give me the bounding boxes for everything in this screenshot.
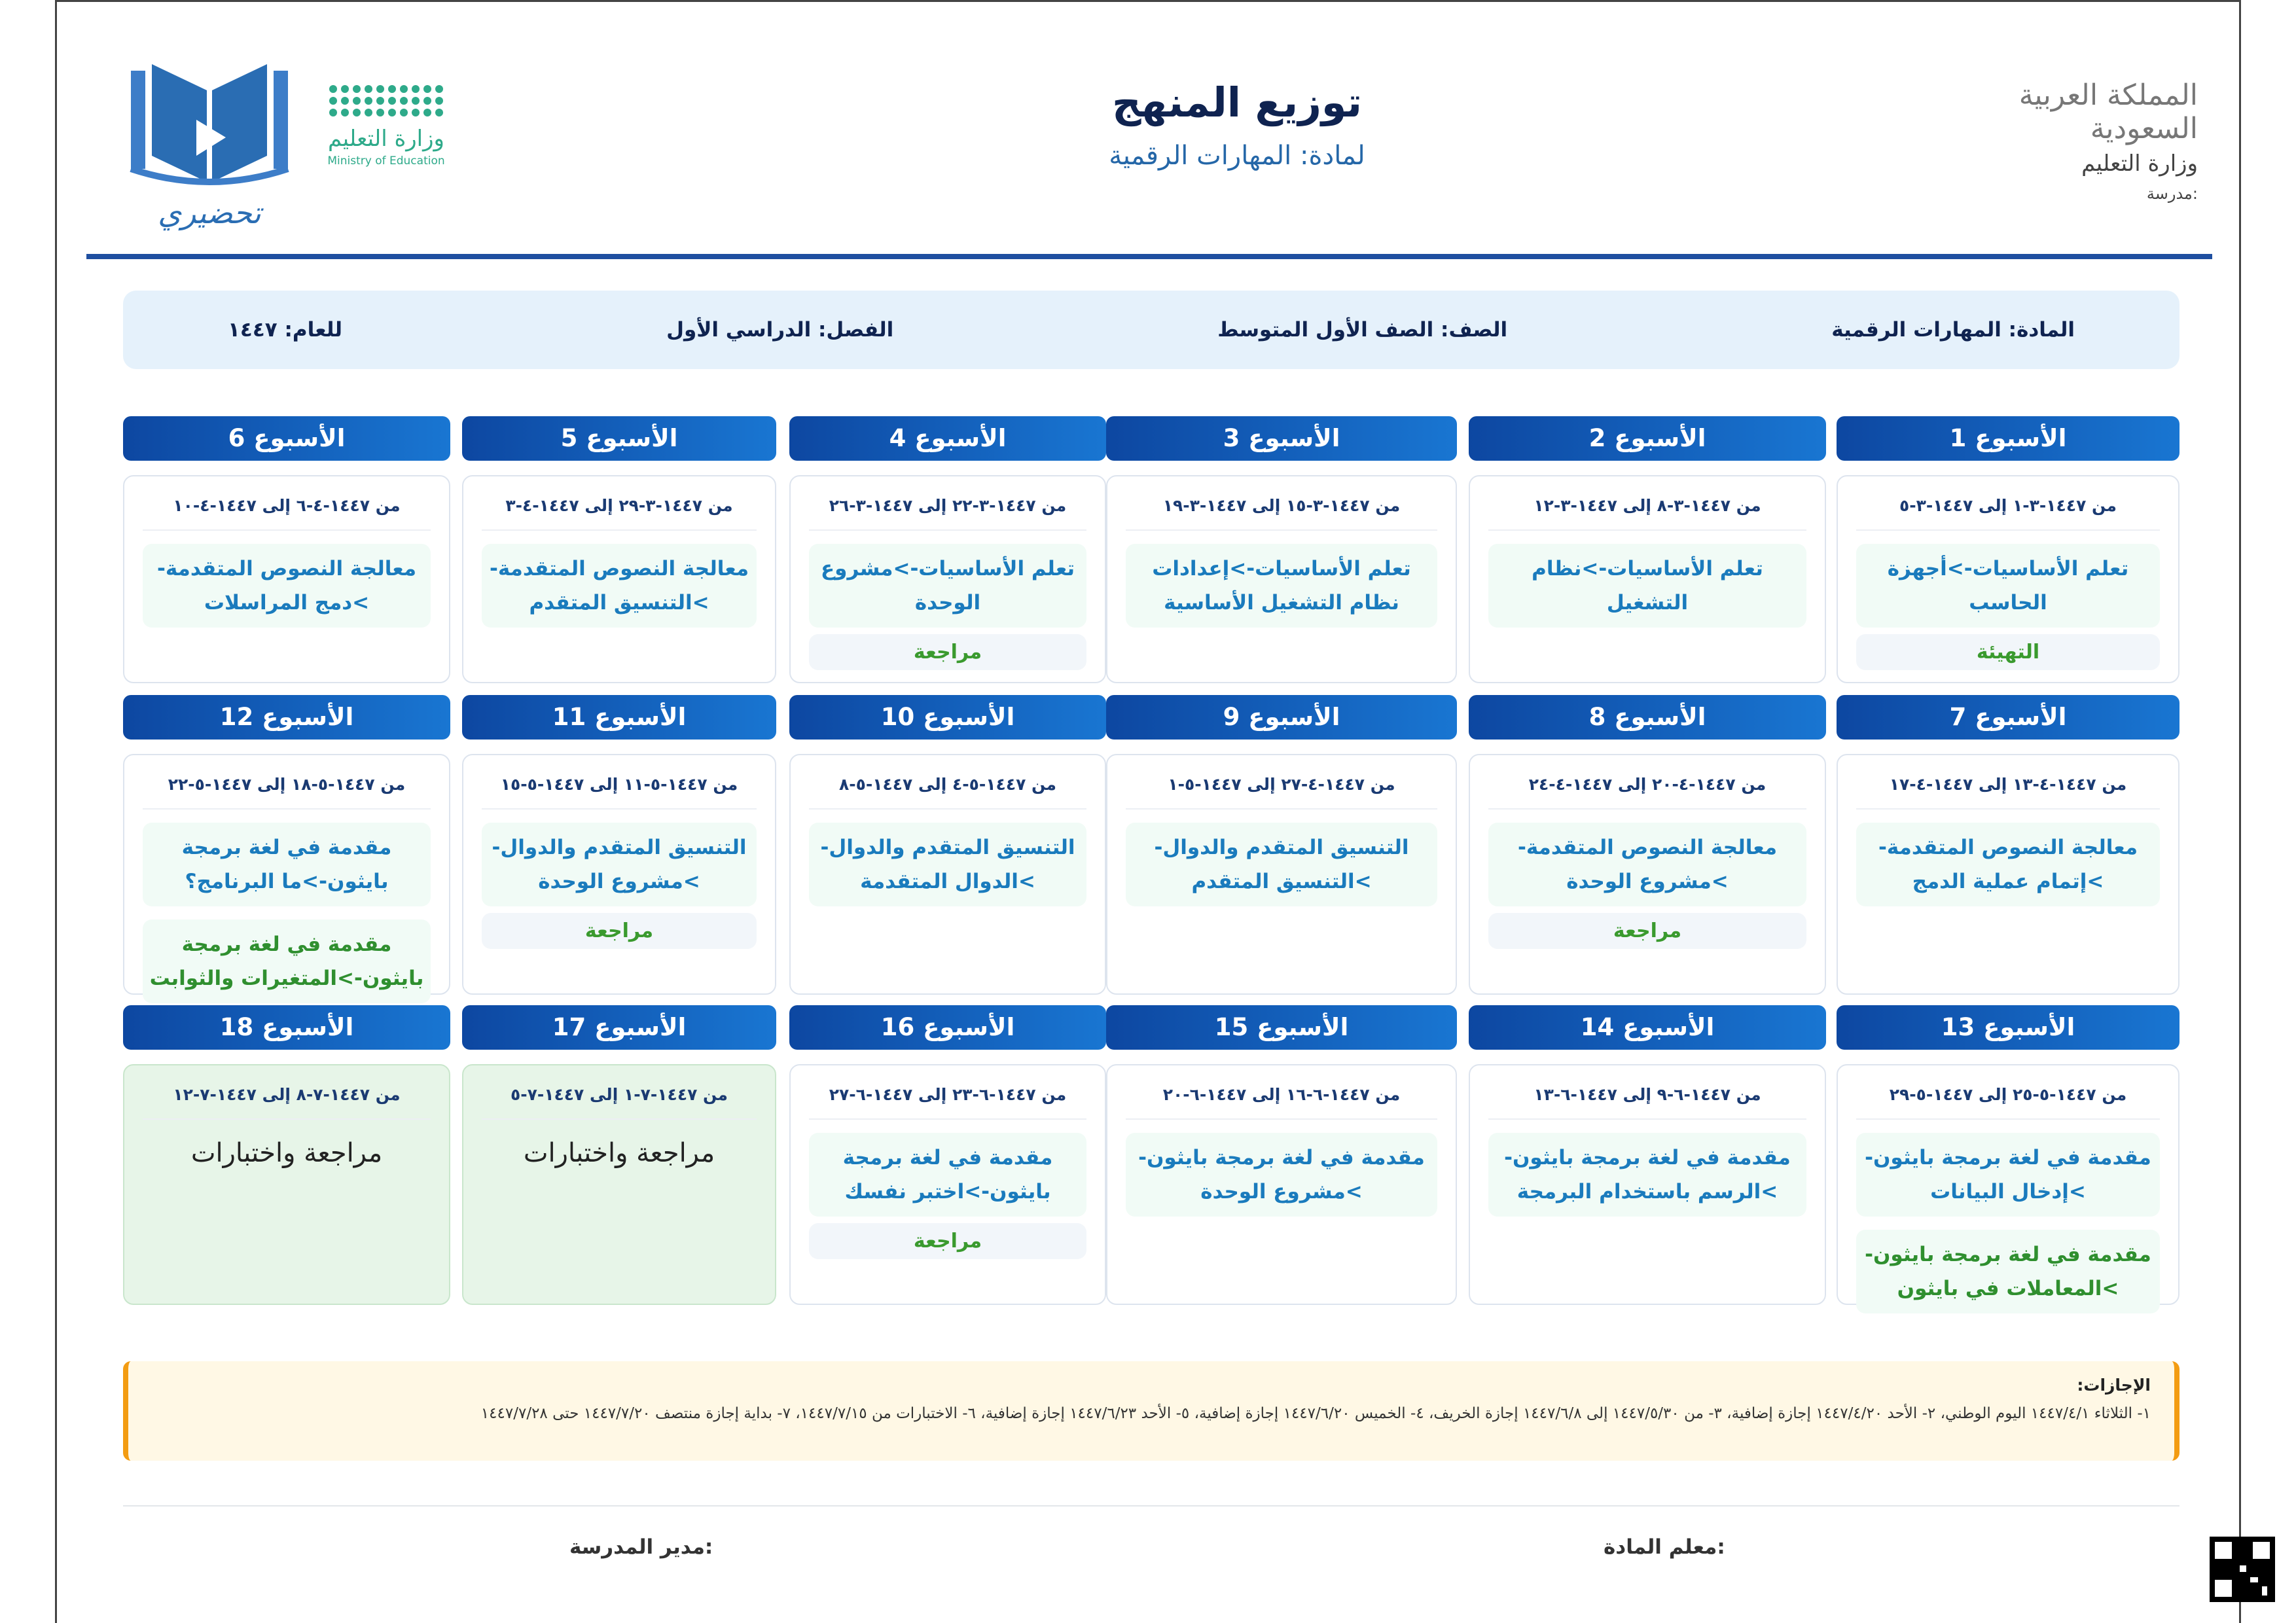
header-right xyxy=(2001,79,2198,203)
lesson-item: مقدمة في لغة برمجة بايثون->المتغيرات والثوابت xyxy=(143,919,431,1003)
week-header: الأسبوع 13 xyxy=(1837,1005,2179,1050)
week-header: الأسبوع 5 xyxy=(462,416,776,461)
week-card xyxy=(123,475,450,683)
week-dates: من ١٤٤٧-٤-٦ إلى ١٤٤٧-٤-١٠ xyxy=(143,476,431,531)
week-card xyxy=(1837,1064,2179,1305)
moe-dots-icon xyxy=(321,85,452,116)
review-label: التهيئة xyxy=(1856,634,2160,670)
principal-signature: مدير المدرسة: xyxy=(569,1535,713,1559)
week-header: الأسبوع 12 xyxy=(123,695,450,740)
review-label: مراجعة xyxy=(809,634,1086,670)
ministry-name: وزارة التعليم xyxy=(2081,151,2198,177)
info-year: للعام: ١٤٤٧ xyxy=(228,318,343,342)
book-play-icon xyxy=(124,58,295,195)
moe-logo-english: Ministry of Education xyxy=(327,154,445,168)
week-card xyxy=(462,754,776,995)
qr-code-icon xyxy=(2210,1537,2275,1602)
week-dates: من ١٤٤٧-٦-٢٣ إلى ١٤٤٧-٦-٢٧ xyxy=(809,1065,1086,1120)
lesson-item: تعلم الأساسيات->إعدادات نظام التشغيل الأساسية xyxy=(1126,544,1437,628)
week-card xyxy=(1469,475,1826,683)
header-divider xyxy=(86,254,2212,259)
week-card xyxy=(1837,475,2179,683)
info-bar xyxy=(123,291,2179,369)
week-header: الأسبوع 16 xyxy=(789,1005,1106,1050)
lesson-item: تعلم الأساسيات->نظام التشغيل xyxy=(1488,544,1806,628)
week-dates: من ١٤٤٧-٤-١٣ إلى ١٤٤٧-٤-١٧ xyxy=(1856,755,2160,810)
holidays-box xyxy=(123,1361,2179,1461)
lesson-item: مقدمة في لغة برمجة بايثون->مشروع الوحدة xyxy=(1126,1133,1437,1217)
week-dates: من ١٤٤٧-٣-٢٩ إلى ١٤٤٧-٤-٣ xyxy=(482,476,757,531)
lesson-item: مقدمة في لغة برمجة بايثون->الرسم باستخدام البرمجة xyxy=(1488,1133,1806,1217)
week-header: الأسبوع 4 xyxy=(789,416,1106,461)
week-card xyxy=(1837,754,2179,995)
week-header: الأسبوع 10 xyxy=(789,695,1106,740)
lesson-item: معالجة النصوص المتقدمة->دمج المراسلات xyxy=(143,544,431,628)
week-dates: من ١٤٤٧-٣-٢٢ إلى ١٤٤٧-٣-٢٦ xyxy=(809,476,1086,531)
kingdom-logo: المملكة العربية السعودية xyxy=(2018,79,2198,145)
week-dates: من ١٤٤٧-٣-١ إلى ١٤٤٧-٣-٥ xyxy=(1856,476,2160,531)
week-header: الأسبوع 17 xyxy=(462,1005,776,1050)
info-semester: الفصل: الدراسي الأول xyxy=(666,318,894,342)
week-header: الأسبوع 8 xyxy=(1469,695,1826,740)
info-grade: الصف: الصف الأول المتوسط xyxy=(1217,318,1508,342)
week-card xyxy=(462,1064,776,1305)
week-card xyxy=(462,475,776,683)
week-dates: من ١٤٤٧-٥-٢٥ إلى ١٤٤٧-٥-٢٩ xyxy=(1856,1065,2160,1120)
moe-logo xyxy=(321,85,452,168)
lesson-item: تعلم الأساسيات->مشروع الوحدة xyxy=(809,544,1086,628)
week-dates: من ١٤٤٧-٤-٢٧ إلى ١٤٤٧-٥-١ xyxy=(1126,755,1437,810)
week-header: الأسبوع 1 xyxy=(1837,416,2179,461)
week-card xyxy=(1106,475,1457,683)
week-header: الأسبوع 18 xyxy=(123,1005,450,1050)
lesson-item: معالجة النصوص المتقدمة->مشروع الوحدة xyxy=(1488,823,1806,906)
week-dates: من ١٤٤٧-٥-١١ إلى ١٤٤٧-٥-١٥ xyxy=(482,755,757,810)
week-dates: من ١٤٤٧-٥-١٨ إلى ١٤٤٧-٥-٢٢ xyxy=(143,755,431,810)
week-card xyxy=(1106,754,1457,995)
moe-logo-arabic: وزارة التعليم xyxy=(328,126,444,152)
exam-label: مراجعة واختبارات xyxy=(190,1138,383,1168)
week-dates: من ١٤٤٧-٤-٢٠ إلى ١٤٤٧-٤-٢٤ xyxy=(1488,755,1806,810)
lesson-item: مقدمة في لغة برمجة بايثون->المعاملات في بايثون xyxy=(1856,1230,2160,1313)
week-dates: من ١٤٤٧-٣-١٥ إلى ١٤٤٧-٣-١٩ xyxy=(1126,476,1437,531)
week-dates: من ١٤٤٧-٧-٨ إلى ١٤٤٧-٧-١٢ xyxy=(143,1065,431,1120)
week-card xyxy=(789,754,1106,995)
week-card xyxy=(1469,1064,1826,1305)
holidays-title: الإجازات: xyxy=(2077,1376,2151,1395)
week-dates: من ١٤٤٧-٦-١٦ إلى ١٤٤٧-٦-٢٠ xyxy=(1126,1065,1437,1120)
week-header: الأسبوع 2 xyxy=(1469,416,1826,461)
lesson-item: التنسيق المتقدم والدوال->مشروع الوحدة xyxy=(482,823,757,906)
lesson-item: مقدمة في لغة برمجة بايثون->اختبر نفسك xyxy=(809,1133,1086,1217)
lesson-item: مقدمة في لغة برمجة بايثون->ما البرنامج؟ xyxy=(143,823,431,906)
review-label: مراجعة xyxy=(1488,913,1806,949)
week-dates: من ١٤٤٧-٦-٩ إلى ١٤٤٧-٦-١٣ xyxy=(1488,1065,1806,1120)
signature-divider xyxy=(123,1505,2179,1507)
week-card xyxy=(123,754,450,995)
review-label: مراجعة xyxy=(809,1223,1086,1259)
school-label: مدرسة: xyxy=(2146,185,2198,203)
exam-label: مراجعة واختبارات xyxy=(523,1138,715,1168)
week-header: الأسبوع 15 xyxy=(1106,1005,1457,1050)
info-subject: المادة: المهارات الرقمية xyxy=(1831,318,2075,342)
title-block xyxy=(720,79,1754,171)
week-header: الأسبوع 3 xyxy=(1106,416,1457,461)
week-card xyxy=(123,1064,450,1305)
week-header: الأسبوع 14 xyxy=(1469,1005,1826,1050)
week-card xyxy=(789,475,1106,683)
week-header: الأسبوع 11 xyxy=(462,695,776,740)
tahdiri-logo-text: تحضيري xyxy=(158,195,261,230)
lesson-item: معالجة النصوص المتقدمة->إتمام عملية الدمج xyxy=(1856,823,2160,906)
lesson-item: التنسيق المتقدم والدوال->التنسيق المتقدم xyxy=(1126,823,1437,906)
holidays-text: ١- الثلاثاء ١٤٤٧/٤/١ اليوم الوطني، ٢- الأحد ١٤٤٧/٤/٢٠ إجازة إضافية، ٣- من ١٤٤٧/٥/٣٠ إلى ١٤٤٧/٦/٨ إجازة الخريف، ٤- الخميس ١٤٤٧/٦/٢٠ إجازة إضافية، ٥- الأحد ١٤٤٧/٦/٢٣ إجازة إضافية، ٦- الاختبارات من ١٤٤٧/٧/١٥، ٧- بداية إجازة منتصف ١٤٤٧/٧/٢٠ حتى ١٤٤٧/٧/٢٨ xyxy=(480,1405,2151,1422)
week-header: الأسبوع 9 xyxy=(1106,695,1457,740)
lesson-item: التنسيق المتقدم والدوال->الدوال المتقدمة xyxy=(809,823,1086,906)
lesson-item: مقدمة في لغة برمجة بايثون->إدخال البيانات xyxy=(1856,1133,2160,1217)
lesson-item: معالجة النصوص المتقدمة->التنسيق المتقدم xyxy=(482,544,757,628)
week-header: الأسبوع 6 xyxy=(123,416,450,461)
week-card xyxy=(1106,1064,1457,1305)
week-dates: من ١٤٤٧-٣-٨ إلى ١٤٤٧-٣-١٢ xyxy=(1488,476,1806,531)
lesson-item: تعلم الأساسيات->أجهزة الحاسب xyxy=(1856,544,2160,628)
page-title: توزيع المنهج xyxy=(1111,79,1363,126)
tahdiri-logo xyxy=(124,58,295,234)
week-card xyxy=(789,1064,1106,1305)
week-dates: من ١٤٤٧-٥-٤ إلى ١٤٤٧-٥-٨ xyxy=(809,755,1086,810)
week-card xyxy=(1469,754,1826,995)
teacher-signature: معلم المادة: xyxy=(1604,1535,1725,1559)
page-subtitle: لمادة: المهارات الرقمية xyxy=(1109,141,1365,171)
review-label: مراجعة xyxy=(482,913,757,949)
week-dates: من ١٤٤٧-٧-١ إلى ١٤٤٧-٧-٥ xyxy=(482,1065,757,1120)
week-header: الأسبوع 7 xyxy=(1837,695,2179,740)
